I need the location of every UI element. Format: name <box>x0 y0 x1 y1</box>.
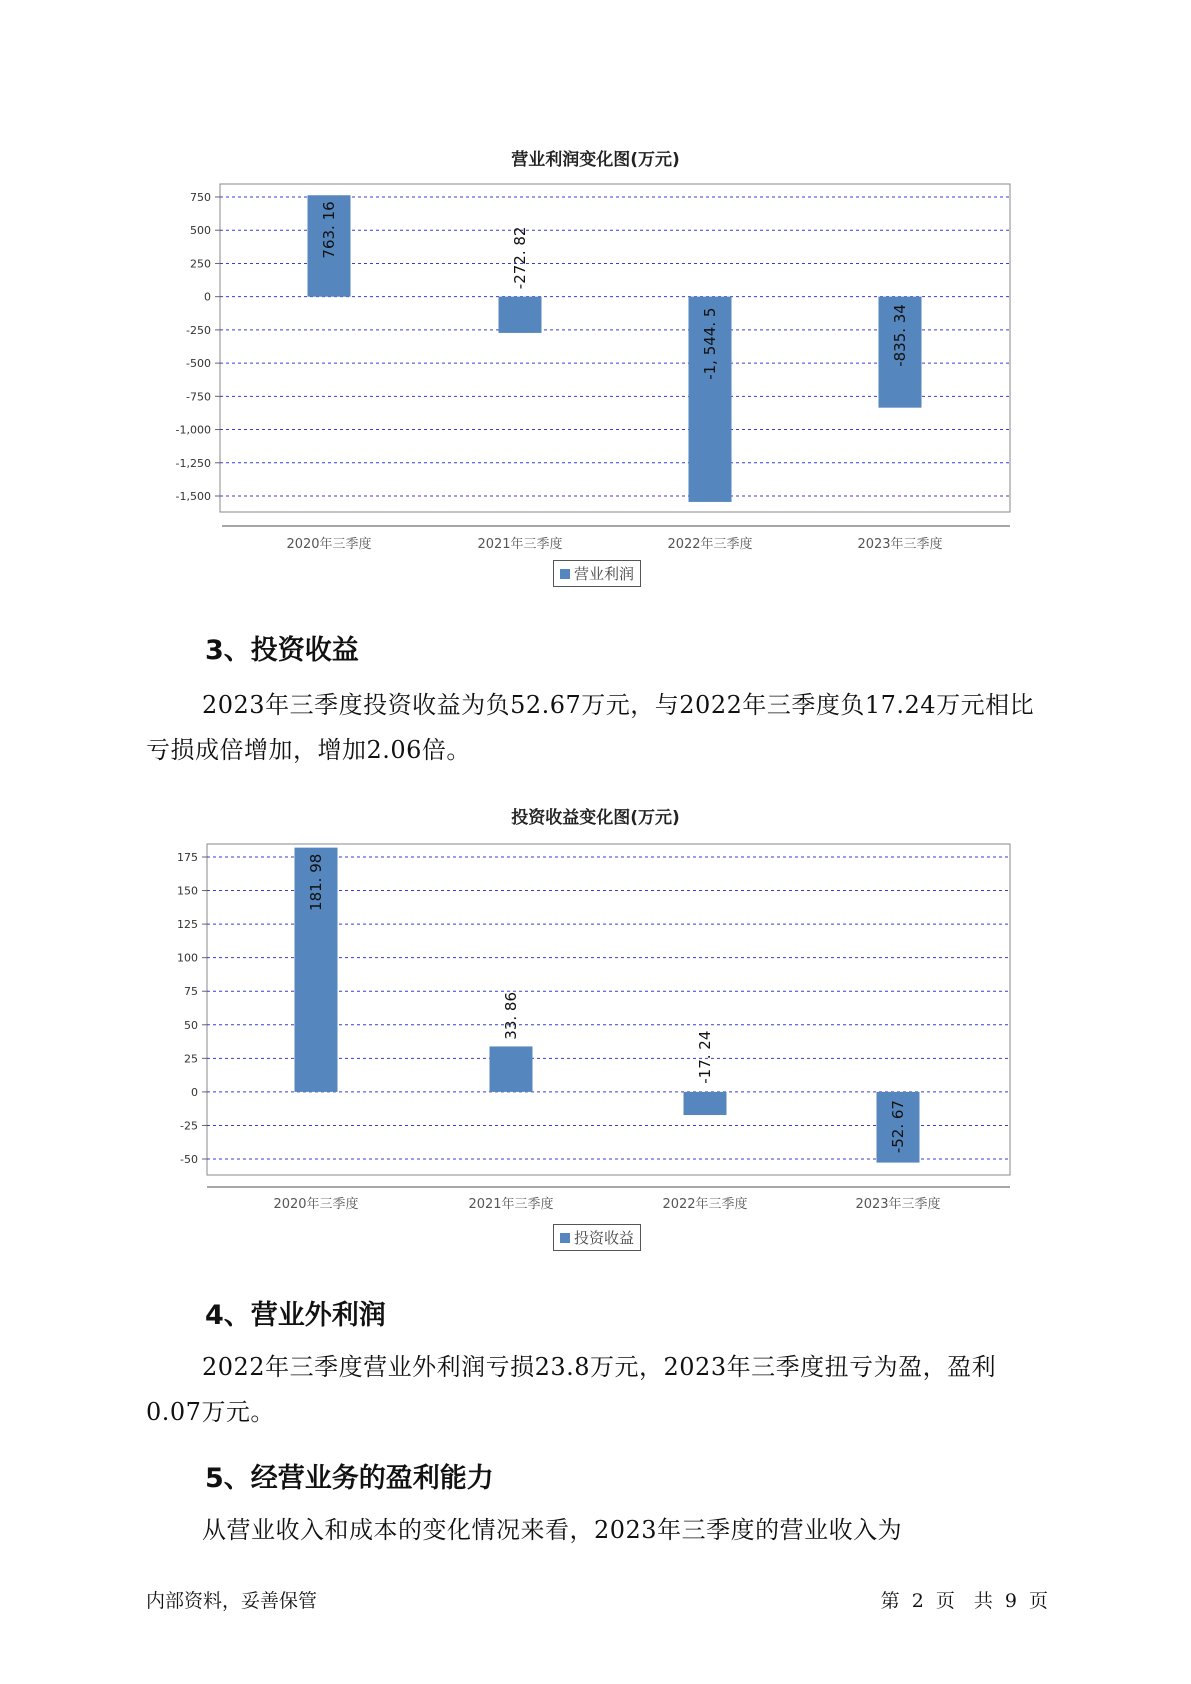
y-tick-label: 175 <box>177 851 198 864</box>
chart-title: 投资收益变化图(万元) <box>511 808 680 828</box>
y-tick-label: 25 <box>184 1052 198 1066</box>
y-tick-label: 250 <box>190 257 211 271</box>
paragraph: 2022年三季度营业外利润亏损23.8万元，2023年三季度扭亏为盈，盈利0.07万元。 <box>146 1353 997 1426</box>
data-label: -835. 34 <box>891 304 909 367</box>
y-tick-label: -750 <box>186 390 211 404</box>
x-tick-label: 2021年三季度 <box>477 537 563 552</box>
legend-swatch <box>560 1233 570 1243</box>
paragraph: 从营业收入和成本的变化情况来看，2023年三季度的营业收入为 <box>202 1516 903 1544</box>
bar <box>490 1046 533 1091</box>
chart-title: 营业利润变化图(万元) <box>511 150 680 170</box>
y-tick-label: -250 <box>186 323 211 337</box>
legend-swatch <box>560 569 570 579</box>
data-label: -272. 82 <box>511 226 529 290</box>
data-label: -1, 544. 5 <box>701 307 719 380</box>
footer-note: 内部资料，妥善保管 <box>146 1590 318 1612</box>
x-tick-label: 2023年三季度 <box>855 1197 941 1212</box>
x-tick-label: 2021年三季度 <box>468 1197 554 1212</box>
page-number: 第 2 页 共 9 页 <box>880 1590 1048 1612</box>
x-tick-label: 2023年三季度 <box>857 537 943 552</box>
operating-profit-chart <box>0 170 1191 552</box>
y-tick-label: 150 <box>177 884 198 898</box>
legend-label: 营业利润 <box>574 565 635 583</box>
y-tick-label: -500 <box>186 357 211 371</box>
x-tick-label: 2022年三季度 <box>662 1197 748 1212</box>
data-label: 763. 16 <box>320 201 338 259</box>
y-tick-label: 0 <box>204 290 211 304</box>
y-tick-label: -1,500 <box>175 490 211 503</box>
y-tick-label: 50 <box>184 1018 198 1032</box>
data-label: -52. 67 <box>889 1100 907 1154</box>
y-tick-label: 750 <box>190 191 211 204</box>
y-tick-label: -1,000 <box>175 423 211 437</box>
y-tick-label: 0 <box>191 1085 198 1099</box>
y-tick-label: 100 <box>177 951 198 965</box>
investment-income-chart <box>0 830 1191 1212</box>
x-tick-label: 2020年三季度 <box>286 537 372 552</box>
section-heading: 5、经营业务的盈利能力 <box>205 1463 494 1494</box>
x-tick-label: 2022年三季度 <box>667 537 753 552</box>
bar <box>499 297 542 333</box>
chart-legend <box>553 560 641 587</box>
section-heading: 4、营业外利润 <box>205 1300 386 1331</box>
y-tick-label: 125 <box>177 918 198 932</box>
y-tick-label: -25 <box>180 1119 198 1133</box>
bar <box>684 1092 727 1115</box>
y-tick-label: -50 <box>180 1153 198 1166</box>
y-tick-label: 75 <box>184 985 198 999</box>
data-label: 181. 98 <box>307 853 325 911</box>
data-label: -17. 24 <box>696 1030 714 1084</box>
x-tick-label: 2020年三季度 <box>273 1197 359 1212</box>
y-tick-label: -1,250 <box>175 456 211 470</box>
legend-label: 投资收益 <box>574 1229 635 1247</box>
y-tick-label: 500 <box>190 224 211 238</box>
data-label: 33. 86 <box>502 991 520 1040</box>
chart-legend <box>553 1224 641 1251</box>
section-heading: 3、投资收益 <box>205 635 359 666</box>
paragraph: 2023年三季度投资收益为负52.67万元，与2022年三季度负17.24万元相比亏损成倍增加，增加2.06倍。 <box>146 691 1035 764</box>
